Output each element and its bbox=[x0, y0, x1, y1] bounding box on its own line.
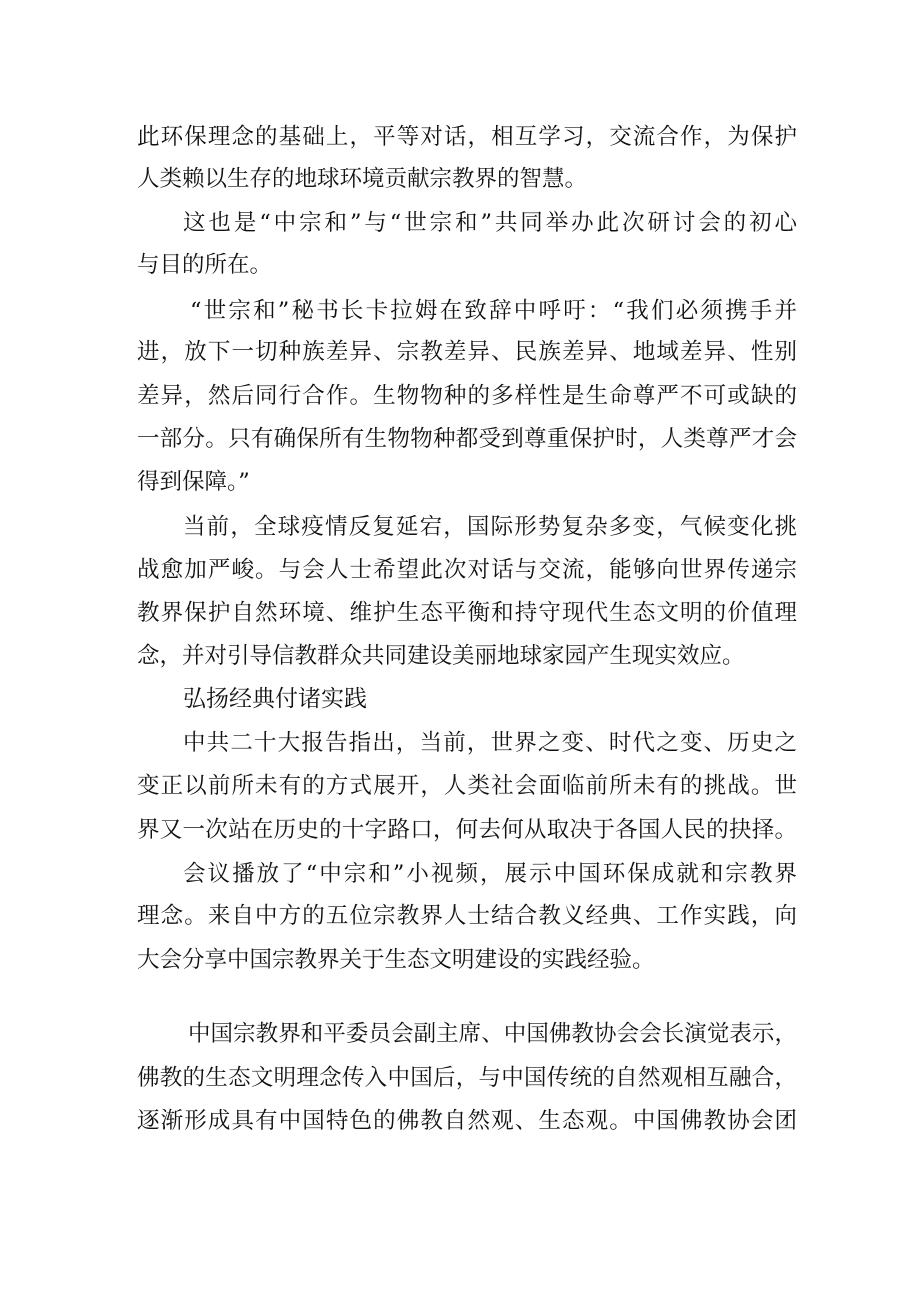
paragraph-line: 教界保护自然环境、维护生态平衡和持守现代生态文明的价值理 bbox=[137, 600, 797, 626]
paragraph-line: “世宗和”秘书长卡拉姆在致辞中呼吁：“我们必须携手并 bbox=[190, 298, 797, 324]
paragraph-line: 差异，然后同行合作。生物物种的多样性是生命尊严不可或缺的 bbox=[137, 383, 797, 409]
paragraph-line: 念，并对引导信教群众共同建设美丽地球家园产生现实效应。 bbox=[137, 643, 745, 669]
paragraph-line: 会议播放了“中宗和”小视频，展示中国环保成就和宗教界 bbox=[183, 861, 797, 887]
paragraph-line: 大会分享中国宗教界关于生态文明建设的实践经验。 bbox=[137, 947, 655, 973]
paragraph-line: 变正以前所未有的方式展开，人类社会面临前所未有的挑战。世 bbox=[137, 773, 797, 799]
paragraph-line: 与目的所在。 bbox=[137, 252, 273, 278]
paragraph-line: 逐渐形成具有中国特色的佛教自然观、生态观。中国佛教协会团 bbox=[137, 1108, 797, 1134]
paragraph-line: 人类赖以生存的地球环境贡献宗教界的智慧。 bbox=[137, 166, 588, 192]
paragraph-line: 战愈加严峻。与会人士希望此次对话与交流，能够向世界传递宗 bbox=[137, 557, 797, 583]
paragraph-line: 一部分。只有确保所有生物物种都受到尊重保护时，人类尊严才会 bbox=[137, 426, 797, 452]
paragraph-line: 佛教的生态文明理念传入中国后，与中国传统的自然观相互融合， bbox=[137, 1065, 797, 1091]
paragraph-line: 理念。来自中方的五位宗教界人士结合教义经典、工作实践，向 bbox=[137, 903, 797, 929]
paragraph-line: 此环保理念的基础上，平等对话，相互学习，交流合作，为保护 bbox=[137, 124, 797, 150]
paragraph-line: 中共二十大报告指出，当前，世界之变、时代之变、历史之 bbox=[183, 730, 797, 756]
paragraph-line: 当前，全球疫情反复延宕，国际形势复杂多变，气候变化挑 bbox=[183, 514, 797, 540]
paragraph-line: 中国宗教界和平委员会副主席、中国佛教协会会长演觉表示， bbox=[188, 1021, 797, 1047]
paragraph-line: 这也是“中宗和”与“世宗和”共同举办此次研讨会的初心 bbox=[183, 210, 797, 236]
section-heading: 弘扬经典付诸实践 bbox=[183, 686, 367, 712]
paragraph-line: 进，放下一切种族差异、宗教差异、民族差异、地域差异、性别 bbox=[137, 339, 797, 365]
paragraph-line: 界又一次站在历史的十字路口，何去何从取决于各国人民的抉择。 bbox=[137, 817, 797, 843]
paragraph-line: 得到保障。” bbox=[137, 469, 250, 495]
